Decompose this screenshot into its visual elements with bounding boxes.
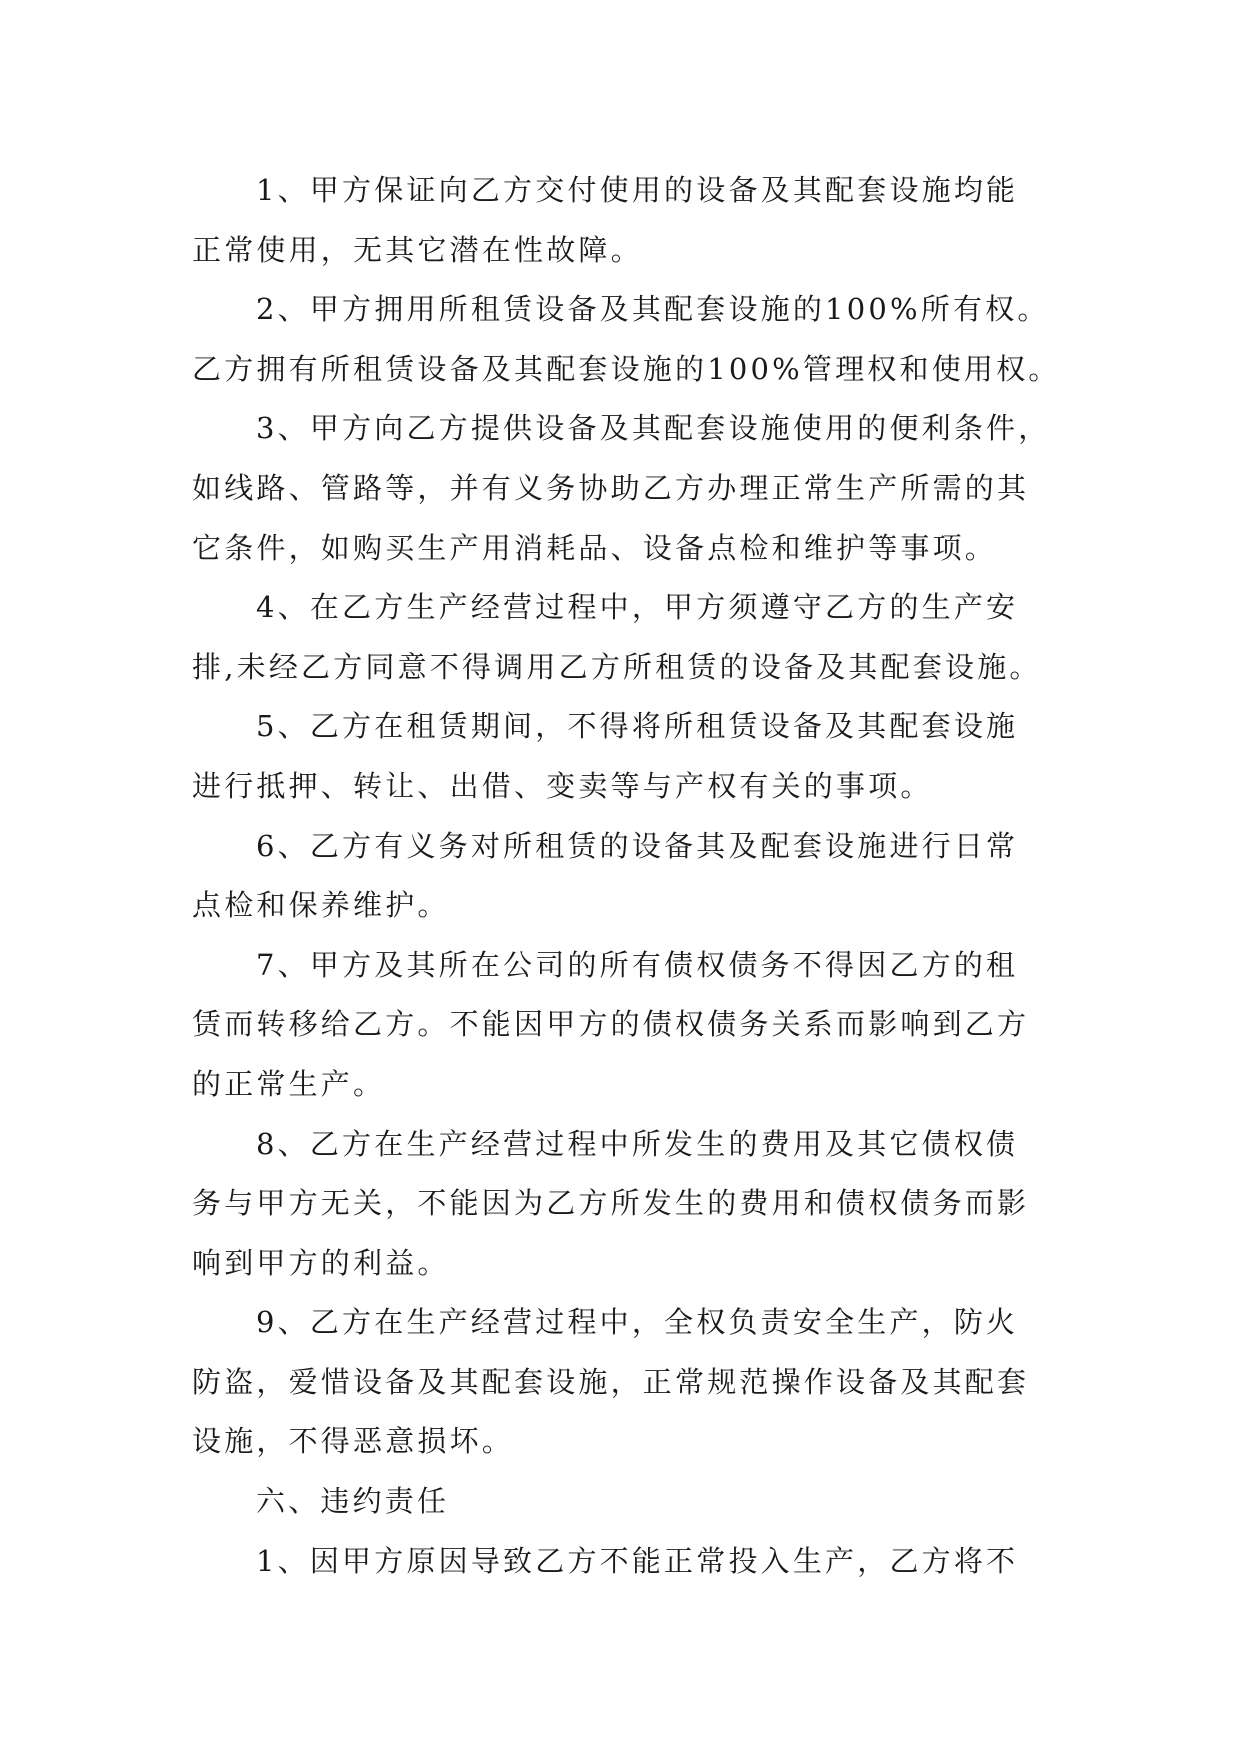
text-line: 5、乙方在租赁期间，不得将所租赁设备及其配套设施 xyxy=(256,709,1019,744)
text-line: 1、甲方保证向乙方交付使用的设备及其配套设施均能 xyxy=(256,173,1019,207)
text-line: 6、乙方有义务对所租赁的设备其及配套设施进行日常 xyxy=(256,828,1019,863)
text-line: 进行抵押、转让、出借、变卖等与产权有关的事项。 xyxy=(192,768,933,803)
text-line: 3、甲方向乙方提供设备及其配套设施使用的便利条件， xyxy=(256,411,1051,446)
text-line: 正常使用，无其它潜在性故障。 xyxy=(192,232,643,267)
text-line: 4、在乙方生产经营过程中，甲方须遵守乙方的生产安 xyxy=(256,590,1019,625)
text-line: 务与甲方无关，不能因为乙方所发生的费用和债权债务而影 xyxy=(192,1186,1030,1221)
text-line: 它条件，如购买生产用消耗品、设备点检和维护等事项。 xyxy=(192,530,998,565)
text-line: 设施，不得恶意损坏。 xyxy=(192,1424,515,1459)
section-heading: 六、违约责任 xyxy=(256,1484,450,1519)
text-line: 赁而转移给乙方。不能因甲方的债权债务关系而影响到乙方 xyxy=(192,1007,1030,1042)
text-line: 如线路、管路等，并有义务协助乙方办理正常生产所需的其 xyxy=(192,470,1030,505)
text-line: 乙方拥有所租赁设备及其配套设施的100%管理权和使用权。 xyxy=(192,351,1061,386)
text-line: 响到甲方的利益。 xyxy=(192,1245,450,1280)
text-line: 9、乙方在生产经营过程中，全权负责安全生产，防火 xyxy=(256,1305,1019,1340)
document-body xyxy=(192,161,1061,1591)
text-line: 点检和保养维护。 xyxy=(192,888,450,923)
text-line: 排,未经乙方同意不得调用乙方所租赁的设备及其配套设施。 xyxy=(192,649,1042,684)
text-line: 8、乙方在生产经营过程中所发生的费用及其它债权债 xyxy=(256,1126,1019,1161)
text-line: 的正常生产。 xyxy=(192,1066,386,1101)
text-line: 1、因甲方原因导致乙方不能正常投入生产，乙方将不 xyxy=(256,1543,1019,1578)
text-line: 7、甲方及其所在公司的所有债权债务不得因乙方的租 xyxy=(256,947,1019,982)
text-line: 2、甲方拥用所租赁设备及其配套设施的100%所有权。 xyxy=(256,292,1050,327)
text-line: 防盗，爱惜设备及其配套设施，正常规范操作设备及其配套 xyxy=(192,1364,1030,1399)
